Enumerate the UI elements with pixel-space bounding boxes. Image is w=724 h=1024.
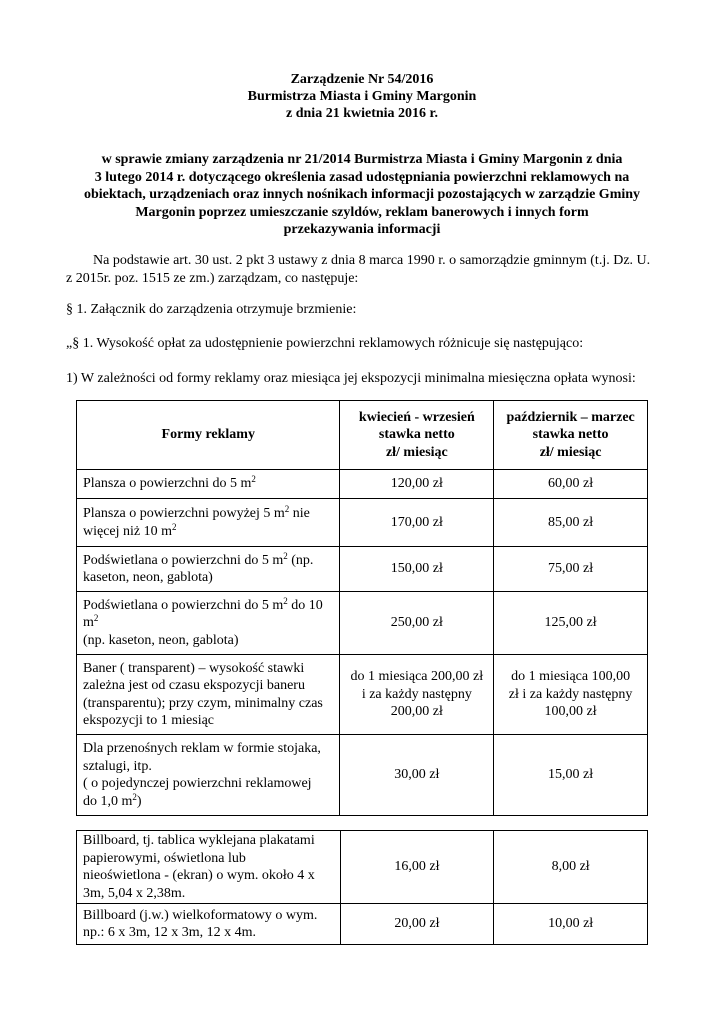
legal-basis bbox=[66, 252, 666, 287]
fees-table bbox=[76, 400, 648, 816]
table-row bbox=[77, 470, 648, 499]
row-value-oct-mar: 125,00 zł bbox=[494, 592, 648, 655]
row-value-apr-sep: 250,00 zł bbox=[340, 592, 494, 655]
subject-line: przekazywania informacji bbox=[283, 222, 441, 237]
row-value-oct-mar: 60,00 zł bbox=[494, 470, 648, 499]
row-value-apr-sep: do 1 miesiąca 200,00 zł i za każdy następny 200,00 zł bbox=[340, 655, 494, 735]
row-value-apr-sep: 150,00 zł bbox=[340, 547, 494, 592]
table-row bbox=[77, 831, 648, 904]
legal-basis-line: Na podstawie art. 30 ust. 2 pkt 3 ustawy z dnia 8 marca 1990 r. o samorządzie gminnym (t.j. Dz. U. bbox=[93, 253, 651, 268]
header-line: zł/ miesiąc bbox=[539, 444, 602, 460]
table-row bbox=[77, 904, 648, 945]
row-value-apr-sep: 30,00 zł bbox=[340, 735, 494, 816]
subject-line: 3 lutego 2014 r. dotyczącego określenia zasad udostępniania powierzchni reklamowych na bbox=[94, 169, 630, 185]
subject-line: w sprawie zmiany zarządzenia nr 21/2014 Burmistrza Miasta i Gminy Margonin z dnia bbox=[101, 152, 623, 167]
row-description: Plansza o powierzchni powyżej 5 $m^2$ nie więcej niż 10 $m^2$ bbox=[77, 499, 340, 547]
paragraph-3: 1) W zależności od formy reklamy oraz miesiąca jej ekspozycji minimalna miesięczna opłata wynosi: bbox=[66, 371, 636, 386]
header-apr-sep bbox=[340, 401, 494, 470]
header-line: kwiecień - wrzesień bbox=[358, 409, 475, 425]
row-value-apr-sep: 20,00 zł bbox=[340, 904, 494, 945]
subject-block bbox=[60, 151, 664, 239]
table-row bbox=[77, 547, 648, 592]
issuer-title: Burmistrza Miasta i Gminy Margonin bbox=[247, 89, 477, 104]
header-line: zł/ miesiąc bbox=[385, 444, 448, 460]
row-description: Podświetlana o powierzchni do 5 $m^2$ (np. kaseton, neon, gablota) bbox=[77, 547, 340, 592]
row-description: Baner ( transparent) – wysokość stawki zależna jest od czasu ekspozycji baneru (transparentu); przy czym, minimalny czas ekspozycji to 1 miesiąc bbox=[77, 655, 340, 735]
row-value-oct-mar: 8,00 zł bbox=[494, 831, 648, 904]
row-value-apr-sep: 120,00 zł bbox=[340, 470, 494, 499]
paragraph-1: § 1. Załącznik do zarządzenia otrzymuje brzmienie: bbox=[66, 302, 357, 317]
row-value-oct-mar: 75,00 zł bbox=[494, 547, 648, 592]
row-value-apr-sep: 16,00 zł bbox=[340, 831, 494, 904]
issue-date: z dnia 21 kwietnia 2016 r. bbox=[286, 106, 438, 121]
row-value-apr-sep: 170,00 zł bbox=[340, 499, 494, 547]
table-row bbox=[77, 735, 648, 816]
row-value-oct-mar: 15,00 zł bbox=[494, 735, 648, 816]
paragraph-2: „§ 1. Wysokość opłat za udostępnienie powierzchni reklamowych różnicuje się następująco: bbox=[66, 336, 584, 351]
header-line: październik – marzec bbox=[506, 409, 635, 425]
header-oct-mar bbox=[494, 401, 648, 470]
row-description: Billboard, tj. tablica wyklejana plakatami papierowymi, oświetlona lub nieoświetlona - (ekran) o wym. około 4 x 3m, 5,04 x 2,38m. bbox=[77, 831, 341, 904]
row-description: Podświetlana o powierzchni do 5 $m^2$ do 10 $m^2$ (np. kaseton, neon, gablota) bbox=[77, 592, 340, 655]
header-forms: Formy reklamy bbox=[77, 401, 340, 470]
table-header-row bbox=[77, 401, 648, 470]
table-row bbox=[77, 592, 648, 655]
header-line: stawka netto bbox=[532, 427, 609, 443]
row-value-oct-mar: 85,00 zł bbox=[494, 499, 648, 547]
ordinance-number: Zarządzenie Nr 54/2016 bbox=[290, 72, 434, 87]
legal-basis-line: z 2015r. poz. 1515 ze zm.) zarządzam, co następuje: bbox=[66, 270, 359, 286]
row-value-oct-mar: do 1 miesiąca 100,00 zł i za każdy następny 100,00 zł bbox=[494, 655, 648, 735]
header-line: stawka netto bbox=[378, 427, 455, 443]
subject-line: Margonin poprzez umieszczanie szyldów, reklam banerowych i innych form bbox=[135, 204, 589, 220]
row-description: Billboard (j.w.) wielkoformatowy o wym. np.: 6 x 3m, 12 x 3m, 12 x 4m. bbox=[77, 904, 341, 945]
row-description: Dla przenośnych reklam w formie stojaka, sztalugi, itp. ( o pojedynczej powierzchni reklamowej do 1,0 $m^2$) bbox=[77, 735, 340, 816]
row-value-oct-mar: 10,00 zł bbox=[494, 904, 648, 945]
table-row bbox=[77, 655, 648, 735]
billboard-table bbox=[76, 830, 648, 945]
row-description: Plansza o powierzchni do 5 $m^2$ bbox=[77, 470, 340, 499]
table-row bbox=[77, 499, 648, 547]
subject-line: obiektach, urządzeniach oraz innych nośnikach informacji pozostających w zarządzie Gminy bbox=[83, 187, 641, 202]
